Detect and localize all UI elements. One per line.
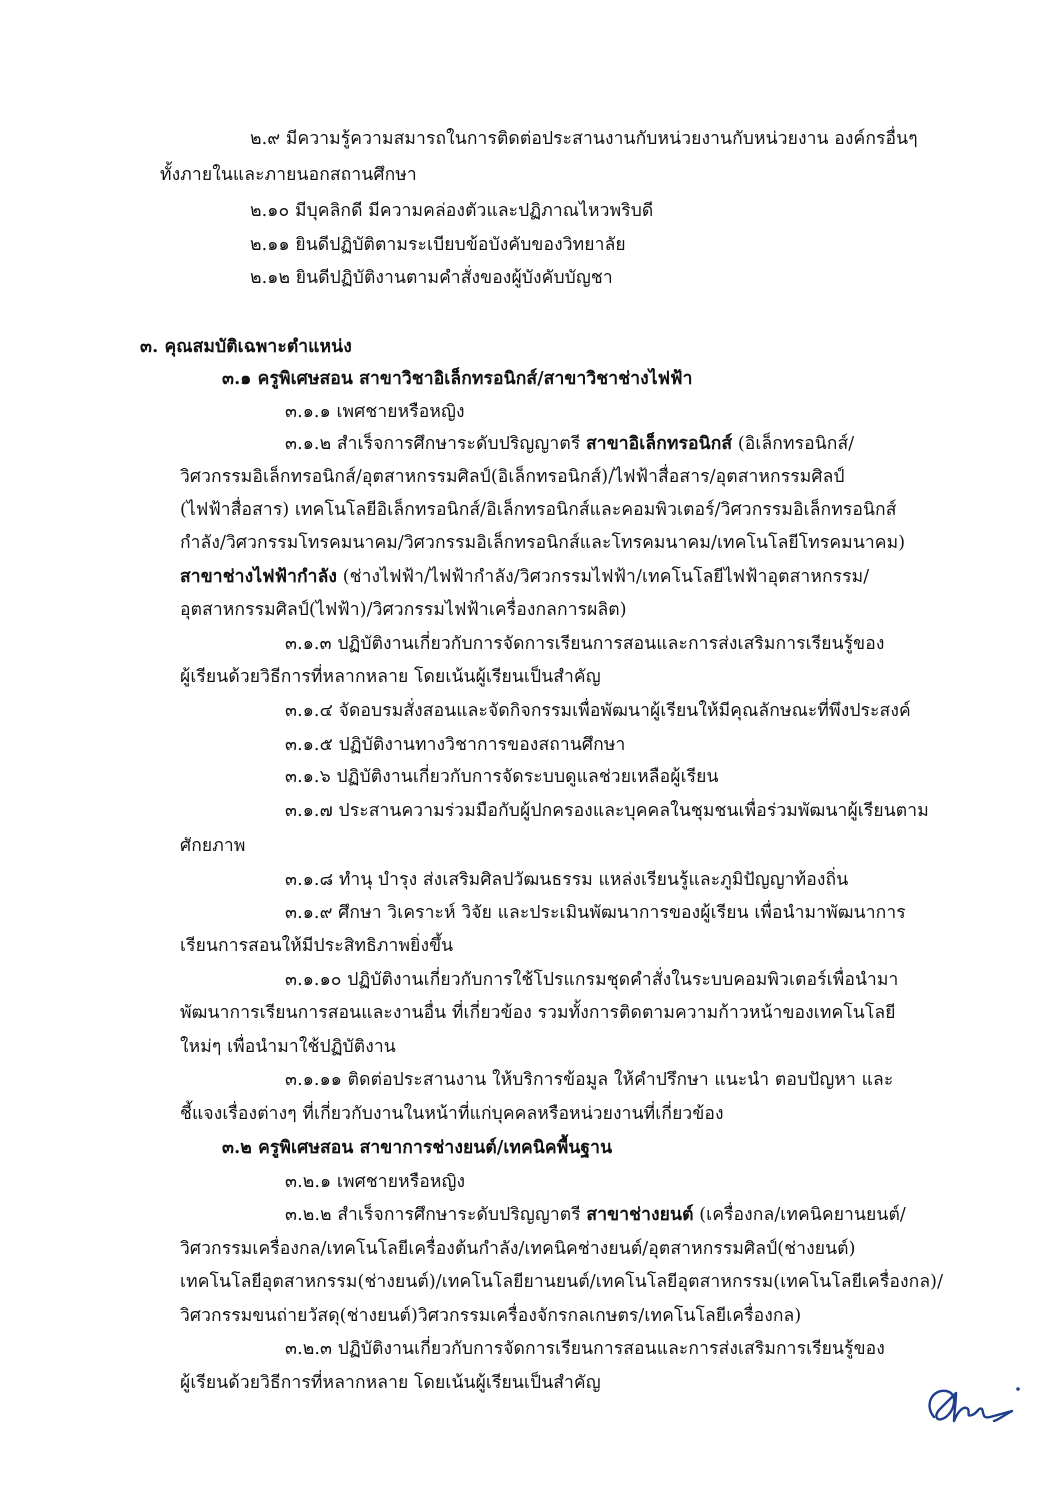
item-2-12: ๒.๑๒ ยินดีปฏิบัติงานตามคำสั่งของผู้บังคับบัญชา [250, 268, 613, 288]
item-3-1-2-major-2: สาขาช่างไฟฟ้ากำลัง [180, 567, 338, 587]
item-3-2-3-line-1: ๓.๒.๓ ปฏิบัติงานเกี่ยวกับการจัดการเรียนการสอนและการส่งเสริมการเรียนรู้ของ [285, 1339, 885, 1359]
subsection-3-1-heading: ๓.๑ ครูพิเศษสอน สาขาวิชาอิเล็กทรอนิกส์/สาขาวิชาช่างไฟฟ้า [222, 369, 693, 389]
item-3-1-10-line-3: ใหม่ๆ เพื่อนำมาใช้ปฏิบัติงาน [180, 1037, 396, 1057]
item-3-1-9-line-2: เรียนการสอนให้มีประสิทธิภาพยิ่งขึ้น [180, 936, 454, 956]
item-3-1-11-line-1: ๓.๑.๑๑ ติดต่อประสานงาน ให้บริการข้อมูล ให้คำปรึกษา แนะนำ ตอบปัญหา และ [285, 1070, 894, 1090]
item-3-2-2-line-3: เทคโนโลยีอุตสาหกรรม(ช่างยนต์)/เทคโนโลยียานยนต์/เทคโนโลยีอุตสาหกรรม(เทคโนโลยีเครื่องกล)/ [180, 1272, 944, 1292]
subsection-3-2-heading: ๓.๒ ครูพิเศษสอน สาขาการช่างยนต์/เทคนิคพื้นฐาน [222, 1138, 613, 1158]
item-3-1-3-line-2: ผู้เรียนด้วยวิธีการที่หลากหลาย โดยเน้นผู้เรียนเป็นสำคัญ [180, 667, 601, 687]
section-3-heading: ๓. คุณสมบัติเฉพาะตำแหน่ง [140, 337, 352, 357]
item-3-1-2-line-6: อุตสาหกรรมศิลป์(ไฟฟ้า)/วิศวกรรมไฟฟ้าเครื่องกลการผลิต) [180, 600, 627, 620]
item-3-1-10-line-2: พัฒนาการเรียนการสอนและงานอื่น ที่เกี่ยวข้อง รวมทั้งการติดตามความก้าวหน้าของเทคโนโลยี [180, 1003, 896, 1023]
item-3-1-6: ๓.๑.๖ ปฏิบัติงานเกี่ยวกับการจัดระบบดูแลช่วยเหลือผู้เรียน [285, 767, 719, 787]
item-3-2-2-line-4: วิศวกรรมขนถ่ายวัสดุ(ช่างยนต์)วิศวกรรมเครื่องจักรกลเกษตร/เทคโนโลยีเครื่องกล) [180, 1306, 802, 1326]
item-3-2-2-major: สาขาช่างยนต์ [586, 1205, 694, 1225]
item-3-1-2-text-a: ๓.๑.๒ สำเร็จการศึกษาระดับปริญญาตรี [285, 434, 586, 454]
item-3-1-2-line-3: (ไฟฟ้าสื่อสาร) เทคโนโลยีอิเล็กทรอนิกส์/อิเล็กทรอนิกส์และคอมพิวเตอร์/วิศวกรรมอิเล็กทรอนิกส์ [180, 500, 897, 520]
item-3-1-8: ๓.๑.๘ ทำนุ บำรุง ส่งเสริมศิลปวัฒนธรรม แหล่งเรียนรู้และภูมิปัญญาท้องถิ่น [285, 870, 849, 890]
item-3-2-2-text-a: ๓.๒.๒ สำเร็จการศึกษาระดับปริญญาตรี [285, 1205, 587, 1225]
item-3-1-2-line-4: กำลัง/วิศวกรรมโทรคมนาคม/วิศวกรรมอิเล็กทรอนิกส์และโทรคมนาคม/เทคโนโลยีโทรคมนาคม) [180, 533, 906, 553]
item-3-1-7-line-2: ศักยภาพ [180, 836, 246, 856]
signature-mark [920, 1375, 1030, 1435]
item-3-1-7-line-1: ๓.๑.๗ ประสานความร่วมมือกับผู้ปกครองและบุคคลในชุมชนเพื่อร่วมพัฒนาผู้เรียนตาม [285, 801, 929, 821]
item-3-2-3-line-2: ผู้เรียนด้วยวิธีการที่หลากหลาย โดยเน้นผู้เรียนเป็นสำคัญ [180, 1373, 601, 1393]
item-3-1-2-text-b: (อิเล็กทรอนิกส์/ [732, 434, 855, 454]
item-3-1-11-line-2: ชี้แจงเรื่องต่างๆ ที่เกี่ยวกับงานในหน้าที่แก่บุคคลหรือหน่วยงานที่เกี่ยวข้อง [180, 1104, 724, 1124]
item-3-1-2-line-5 [180, 565, 869, 589]
item-3-1-2-line-1 [285, 432, 854, 456]
item-3-1-2-line-2: วิศวกรรมอิเล็กทรอนิกส์/อุตสาหกรรมศิลป์(อิเล็กทรอนิกส์)/ไฟฟ้าสื่อสาร/อุตสาหกรรมศิลป์ [180, 467, 845, 487]
item-2-9-line-2: ทั้งภายในและภายนอกสถานศึกษา [160, 165, 417, 185]
item-2-9-line-1: ๒.๙ มีความรู้ความสมารถในการติดต่อประสานงานกับหน่วยงานกับหน่วยงาน องค์กรอื่นๆ [250, 129, 918, 149]
item-3-1-9-line-1: ๓.๑.๙ ศึกษา วิเคราะห์ วิจัย และประเมินพัฒนาการของผู้เรียน เพื่อนำมาพัฒนาการ [285, 903, 906, 923]
item-3-1-2-major: สาขาอิเล็กทรอนิกส์ [585, 434, 733, 454]
item-3-1-10-line-1: ๓.๑.๑๐ ปฏิบัติงานเกี่ยวกับการใช้โปรแกรมชุดคำสั่งในระบบคอมพิวเตอร์เพื่อนำมา [285, 970, 899, 990]
item-3-1-4: ๓.๑.๔ จัดอบรมสั่งสอนและจัดกิจกรรมเพื่อพัฒนาผู้เรียนให้มีคุณลักษณะที่พึงประสงค์ [285, 701, 911, 721]
item-2-11: ๒.๑๑ ยินดีปฏิบัติตามระเบียบข้อบังคับของวิทยาลัย [250, 235, 626, 255]
item-3-2-2-line-2: วิศวกรรมเครื่องกล/เทคโนโลยีเครื่องต้นกำลัง/เทคนิคช่างยนต์/อุตสาหกรรมศิลป์(ช่างยนต์) [180, 1239, 856, 1259]
item-3-1-3-line-1: ๓.๑.๓ ปฏิบัติงานเกี่ยวกับการจัดการเรียนการสอนและการส่งเสริมการเรียนรู้ของ [285, 634, 885, 654]
item-3-2-1: ๓.๒.๑ เพศชายหรือหญิง [285, 1172, 466, 1192]
item-2-10: ๒.๑๐ มีบุคลิกดี มีความคล่องตัวและปฏิภาณไหวพริบดี [250, 201, 654, 221]
item-3-1-5: ๓.๑.๕ ปฏิบัติงานทางวิชาการของสถานศึกษา [285, 735, 626, 755]
item-3-2-2-text-b: (เครื่องกล/เทคนิคยานยนต์/ [693, 1205, 906, 1225]
item-3-1-1: ๓.๑.๑ เพศชายหรือหญิง [285, 402, 465, 422]
item-3-1-2-line-5-text: (ช่างไฟฟ้า/ไฟฟ้ากำลัง/วิศวกรรมไฟฟ้า/เทคโนโลยีไฟฟ้าอุตสาหกรรม/ [337, 567, 870, 587]
item-3-2-2-line-1 [285, 1203, 906, 1227]
